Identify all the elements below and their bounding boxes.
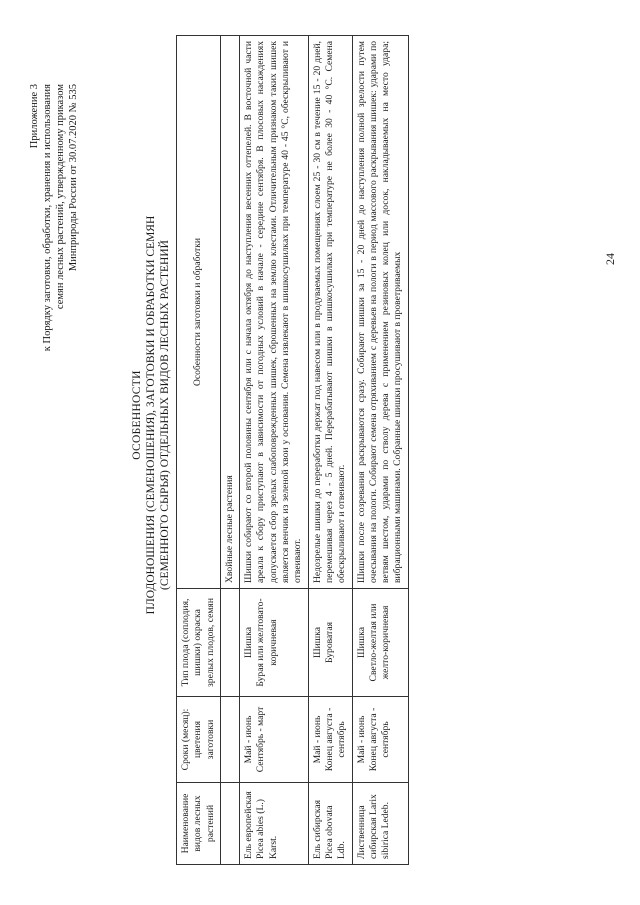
document-title (130, 155, 172, 675)
terms-cell (308, 697, 352, 783)
harvest-term: Конец августа - сентябрь (367, 707, 392, 772)
species-name: Ель сибирская Picea obovata Ldb. (308, 783, 352, 865)
header-cell: Наименование видов лесных растений (177, 783, 221, 865)
notes-cell: Шишки после созревания раскрываются сразу. Собирают шишки за 15 - 20 дней до наступления полной зрелости путем очесывания на пологи. Собирают семена отряхиванием с деревьев на пологи в период массового раскрывания шишек: ударами по ветвям шестом, ударами по стволу дерева с применением резиновых колец или досок, накладываемых на место удара; вибрационными машинами. Собранные шишки просушивают в проветриваемых (352, 36, 408, 589)
notes-cell: Шишки собирают со второй половины сентября или с начала октября до наступления весенних оттепелей. В восточной части ареала к сбору приступают в зависимости от погодных условий в начале - середине сентября. В плосовых насаждениях допускается сбор зрелых слабоповрежденных шишек, сброшенных на землю клестами. Отличительным признаком таких шишек является венчик из зеленой хвои у основания. Семена извлекают в шишкосушилках при температуре 40 - 45 °С, обескрыливают и отвеивают. (240, 36, 308, 589)
flowering-term: Май - июнь (311, 715, 323, 764)
species-name: Ель европейская Picea abies (L.) Karst. (240, 783, 308, 865)
annex-line: Приложение 3 (29, 84, 40, 149)
title-line: (СЕМЕННОГО СЫРЬЯ) ОТДЕЛЬНЫХ ВИДОВ ЛЕСНЫХ РАСТЕНИЙ (159, 240, 171, 590)
annex-line: к Порядку заготовки, обработки, хранения и использования (42, 84, 53, 352)
page-number: 24 (603, 253, 617, 265)
header-cell: Особенности заготовки и обработки (177, 36, 221, 589)
table-row (352, 36, 408, 865)
fruit-type: Шишка (355, 627, 367, 658)
flowering-term: Май - июнь (355, 715, 367, 764)
annex-line: семян лесных растений, утвержденному приказом (55, 84, 66, 310)
table-row (240, 36, 308, 865)
table-row (308, 36, 352, 865)
annex-block (28, 84, 80, 444)
fruit-color: Буроватая (323, 621, 335, 664)
species-table (176, 35, 409, 865)
annex-line: Минприроды России от 30.07.2020 № 535 (68, 84, 79, 272)
fruit-color: Бурая или желтовато-коричневая (255, 598, 279, 687)
header-cell: Тип плода (соплодия, шишки) окраска зрелых плодов, семян (177, 589, 221, 697)
header-cell: Сроки (месяц): цветения заготовки (177, 697, 221, 783)
flowering-term: Май - июнь (243, 715, 255, 764)
fruit-cell (240, 589, 308, 697)
fruit-type: Шишка (311, 627, 323, 658)
harvest-term: Сентябрь - март (255, 706, 267, 773)
fruit-type: Шишка (243, 627, 255, 658)
terms-cell (352, 697, 408, 783)
fruit-color: Светло-желтая или желто-коричневая (367, 603, 392, 682)
section-label: Хвойные лесные растения (220, 36, 239, 589)
notes-cell: Недозрелые шишки до переработки держат под навесом или в продуваемых помещениях слоем 25 - 30 см в течение 15 - 20 дней, перемешивая через 4 - 5 дней. Перерабатывают шишки в шишкосушилках при температуре не более 30 - 40 °С. Семена обескрыливают и отвеивают. (308, 36, 352, 589)
harvest-term: Конец августа - сентябрь (323, 707, 348, 772)
section-row (220, 36, 239, 865)
title-line: ПЛОДОНОШЕНИЯ (СЕМЕНОШЕНИЯ), ЗАГОТОВКИ И ОБРАБОТКИ СЕМЯН (145, 215, 157, 615)
fruit-cell (308, 589, 352, 697)
title-line: ОСОБЕННОСТИ (131, 370, 143, 460)
terms-cell (240, 697, 308, 783)
table-header-row (177, 36, 221, 865)
species-name: Лиственница сибирская Larix sibirica Ledeb. (352, 783, 408, 865)
fruit-cell (352, 589, 408, 697)
